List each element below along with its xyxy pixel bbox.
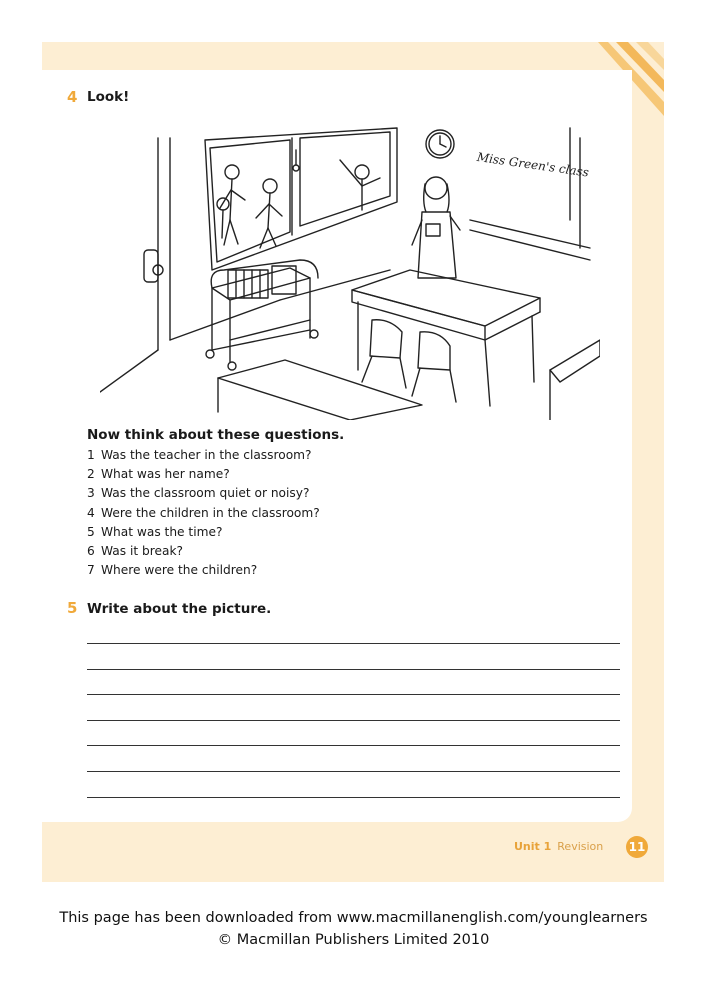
question-item: 4 Were the children in the classroom?	[87, 505, 320, 520]
question-item: 1 Was the teacher in the classroom?	[87, 448, 312, 462]
writing-line[interactable]	[87, 745, 620, 771]
writing-line[interactable]	[87, 771, 620, 797]
writing-lines[interactable]	[87, 643, 620, 822]
download-notice: This page has been downloaded from www.macmillanenglish.com/younglearners	[59, 910, 648, 926]
questions-heading: Now think about these questions.	[87, 427, 345, 443]
writing-line[interactable]	[87, 643, 620, 669]
writing-line[interactable]	[87, 669, 620, 695]
writing-line[interactable]	[87, 694, 620, 720]
writing-line[interactable]	[87, 797, 620, 823]
exercise-5-number: 5	[67, 599, 78, 617]
unit-section: Revision	[557, 840, 604, 853]
question-item: 5 What was the time?	[87, 524, 223, 539]
exercise-5-title: Write about the picture.	[87, 601, 272, 617]
question-item: 2 What was her name?	[87, 467, 230, 482]
copyright-notice: © Macmillan Publishers Limited 2010	[217, 932, 490, 948]
page-number-badge: 11	[626, 836, 648, 858]
question-item: 3 Was the classroom quiet or noisy?	[87, 486, 310, 501]
question-list	[87, 446, 320, 580]
unit-label	[514, 840, 603, 853]
unit-number: Unit 1	[514, 840, 552, 853]
exercise-4-number: 4	[67, 88, 78, 106]
question-item: 7 Where were the children?	[87, 563, 258, 578]
question-item: 6 Was it break?	[87, 543, 183, 558]
writing-line[interactable]	[87, 720, 620, 746]
board-text: Miss Green's class	[476, 150, 590, 180]
exercise-4-title: Look!	[87, 89, 130, 105]
